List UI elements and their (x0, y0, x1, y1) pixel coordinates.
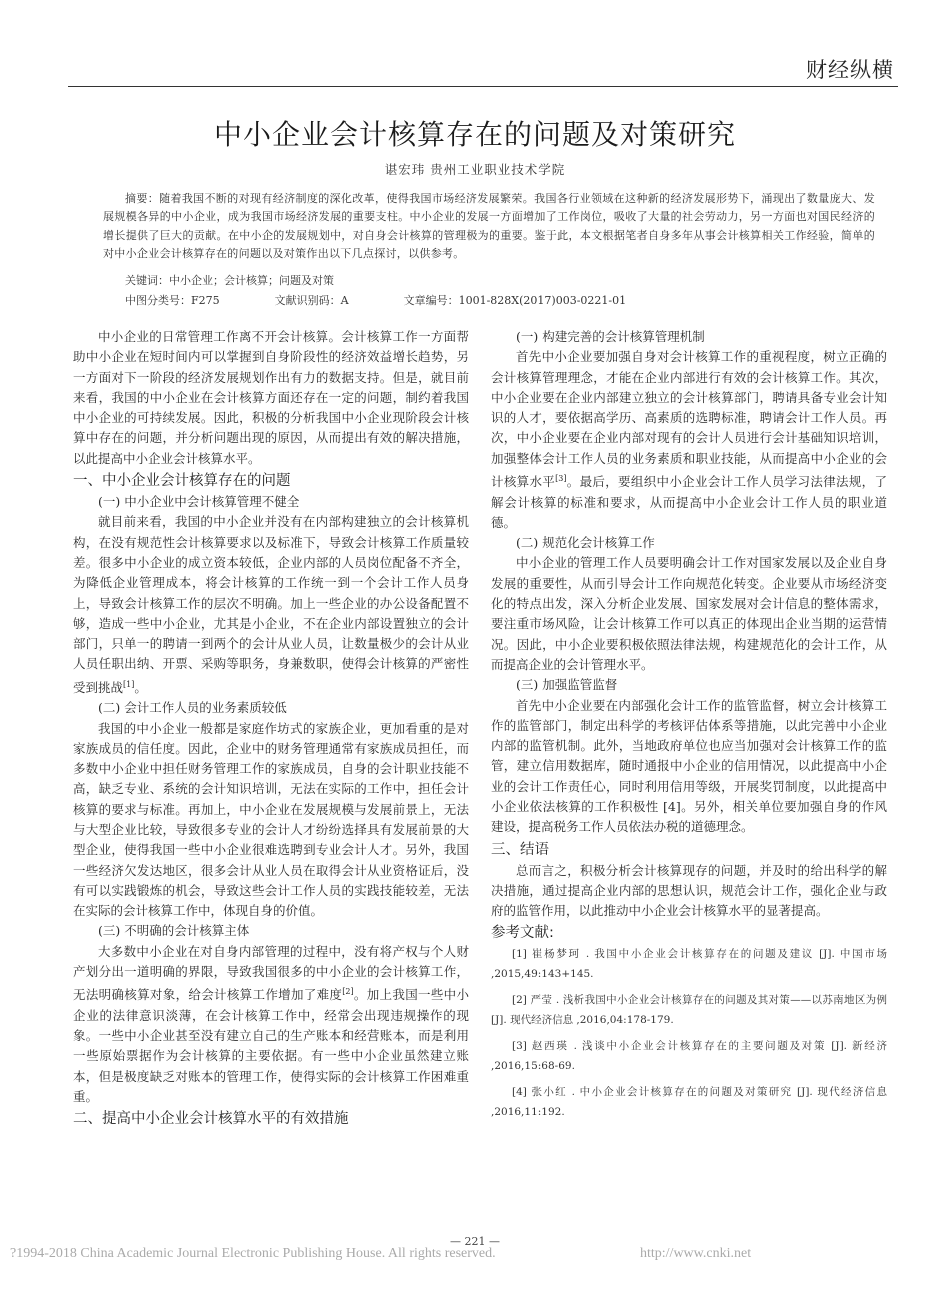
author-affiliation: 谌宏玮 贵州工业职业技术学院 (384, 162, 566, 177)
clc-number: 中图分类号：F275 (125, 294, 220, 307)
paragraph-2-1: 首先中小企业要加强自身对会计核算工作的重视程度，树立正确的会计核算管理理念，才能在企业内部进行有效的会计核算工作。其次，中小企业要在企业内部建立独立的会计核算部门，聘请具备专业会计知识的人才，要依据高学历、高素质的选聘标准，聘请会计工作人员。再次，中小企业要在企业内部对现有的会计人员进行会计基础知识培训，加强整体会计工作人员的业务素质和职业技能，从而提高中小企业的会计核算水平[3]。最后，要组织中小企业会计工作人员学习法律法规，了解会计核算的标准和要求，从而提高中小企业会计工作人员的职业道德。 (491, 349, 887, 530)
subheading-2-1: (一) 构建完善的会计核算管理机制 (516, 329, 705, 344)
subheading-1-2: (二) 会计工作人员的业务素质较低 (98, 700, 287, 716)
article-title: 中小企业会计核算存在的问题及对策研究 (213, 118, 736, 151)
subheading-2-3: (三) 加强监管监督 (516, 677, 618, 693)
section-heading-2: 二、提高中小企业会计核算水平的有效措施 (73, 1111, 349, 1128)
footer-copyright: ?1994-2018 China Academic Journal Electronic Publishing House. All rights reserved. (10, 1246, 496, 1261)
right-column (491, 327, 887, 1128)
doc-code: 文献识别码：A (274, 294, 349, 307)
page-number: — 221 — (450, 1235, 500, 1248)
left-column (73, 327, 469, 1130)
section-heading-3: 三、结语 (491, 841, 549, 858)
classification-line (125, 292, 626, 308)
citation-1[interactable]: [1] (123, 679, 135, 689)
intro-paragraph: 中小企业的日常管理工作离不开会计核算。会计核算工作一方面帮助中小企业在短时间内可以掌握到自身阶段性的经济效益增长趋势，另一方面对下一阶段的经济发展规划作出有力的数据支持。但是，就目前来看，我国的中小企业在会计核算方面还存在一定的问题，制约着我国中小企业的可持续发展。因此，积极的分析我国中小企业现阶段会计核算中存在的问题，并分析问题出现的原因，从而提出有效的解决措施，以此提高中小企业会计核算水平。 (73, 329, 469, 466)
header-bar (68, 50, 898, 87)
paragraph-1-1: 就目前来看，我国的中小企业并没有在内部构建独立的会计核算机构，在没有规范性会计核算要求以及标准下，导致会计核算工作质量较差。很多中小企业的成立资本较低，企业内部的人员岗位配备不齐全，为降低企业管理成本，将会计核算的工作统一到一个会计工作人员身上，导致会计核算工作的层次不明确。加上一些企业的办公设备配置不够，造成一些中小企业，尤其是小企业，不在企业内部设置独立的会计部门，只单一的聘请一到两个的会计从业人员，让数量极少的会计从业人员任职出纳、开票、采购等职务，身兼数职，使得会计核算的严密性受到挑战[1]。 (73, 514, 469, 695)
reference-item: [4] 张小红 . 中小企业会计核算存在的问题及对策研究 [J]. 现代经济信息 ,2016,11:192. (491, 1086, 887, 1119)
paragraph-2-3: 首先中小企业要在内部强化会计工作的监管监督，树立会计核算工作的监管部门，制定出科学的考核评估体系等措施，以此完善中小企业内部的监管机制。此外，当地政府单位也应当加强对会计核算工作的监管，建立信用数据库，随时通报中小企业的信用情况，以此提高中小企业的会计工作责任心，同时利用信用等级，开展奖罚制度，以此提高中小企业依法核算的工作积极性 [4]。另外，相关单位要加强自身的作风建设，提高税务工作人员依法办税的道德理念。 (491, 697, 887, 835)
subheading-1-3: (三) 不明确的会计核算主体 (98, 923, 250, 939)
references-heading: 参考文献: (491, 925, 554, 942)
section-tag: 财经纵横 (806, 58, 894, 82)
abstract: 摘要：随着我国不断的对现有经济制度的深化改革，使得我国市场经济发展繁荣。我国各行业领域在这种新的经济发展形势下，涌现出了数量庞大、发展规模各异的中小企业，成为我国市场经济发展的重要支柱。中小企业的发展一方面增加了工作岗位，吸收了大量的社会劳动力，另一方面也对国民经济的增长提供了巨大的贡献。在中小企的发展规划中，对自身会计核算的管理极为的重要。鉴于此，本文根据笔者自身多年从事会计核算相关工作经验，简单的对中小企业会计核算存在的问题以及对策作出以下几点探讨，以供参考。 (103, 192, 875, 260)
reference-item: [2] 严莹 . 浅析我国中小企业会计核算存在的问题及其对策——以苏南地区为例 [J]. 现代经济信息 ,2016,04:178-179. (491, 994, 887, 1027)
article-number: 文章编号：1001-828X(2017)003-0221-01 (403, 294, 627, 307)
paragraph-3: 总而言之，积极分析会计核算现存的问题，并及时的给出科学的解决措施，通过提高企业内部的思想认识，规范会计工作，强化企业与政府的监管作用，以此推动中小企业会计核算水平的显著提高。 (491, 862, 887, 919)
subheading-1-1: (一) 中小企业中会计核算管理不健全 (98, 494, 300, 510)
citation-3[interactable]: [3] (555, 474, 567, 484)
citation-2[interactable]: [2] (342, 987, 354, 997)
keywords: 关键词：中小企业；会计核算；问题及对策 (125, 274, 334, 287)
subheading-2-2: (二) 规范化会计核算工作 (516, 535, 655, 551)
reference-item: [3] 赵西瑛 . 浅谈中小企业会计核算存在的主要问题及对策 [J]. 新经济 ,2016,15:68-69. (491, 1040, 887, 1073)
paragraph-1-3: 大多数中小企业在对自身内部管理的过程中，没有将产权与个人财产划分出一道明确的界限，导致我国很多的中小企业的会计核算工作，无法明确核算对象，给会计核算工作增加了难度[2]。加上我国一些中小企业的法律意识淡薄，在会计核算工作中，经常会出现违规操作的现象。一些中小企业甚至没有建立自己的生产账本和经营账本，而是利用一些原始票据作为会计核算的主要依据。有一些中小企业虽然建立账本，但是极度缺乏对账本的管理工作，使得实际的会计核算工作困难重重。 (73, 943, 469, 1104)
section-heading-1: 一、中小企业会计核算存在的问题 (73, 473, 291, 490)
paragraph-2-2: 中小企业的管理工作人员要明确会计工作对国家发展以及企业自身发展的重要性，从而引导会计工作向规范化转变。企业要从市场经济变化的特点出发，深入分析企业发展、国家发展对会计信息的整体需求，要注重市场风险，让会计核算工作可以真正的体现出企业当期的运营情况。因此，中小企业要积极依照法律法规，构建规范化的会计工作，从而提高企业的会计管理水平。 (491, 555, 887, 672)
paragraph-1-2: 我国的中小企业一般都是家庭作坊式的家族企业，更加看重的是对家族成员的信任度。因此，企业中的财务管理通常有家族成员担任，而多数中小企业中担任财务管理工作的家族成员，自身的会计职业技能不高，缺乏专业、系统的会计知识培训，无法在实际的工作中，担任会计核算的要求与标准。再加上，中小企业在发展规模与发展前景上，无法与大型企业比较，导致很多专业的会计人才纷纷选择具有发展前景的大型企业，使得我国一些中小企业很难选聘到专业会计人才。另外，我国一些经济欠发达地区，很多会计从业人员在取得会计从业资格证后，没有可以实践锻炼的机会，导致这些会计工作人员的实践技能较差，无法在实际的会计核算工作中，体现自身的价值。 (73, 720, 469, 919)
reference-item: [1] 崔杨梦珂 . 我国中小企业会计核算存在的问题及建议 [J]. 中国市场 ,2015,49:143+145. (491, 948, 887, 981)
footer-url[interactable]: http://www.cnki.net (640, 1246, 752, 1261)
